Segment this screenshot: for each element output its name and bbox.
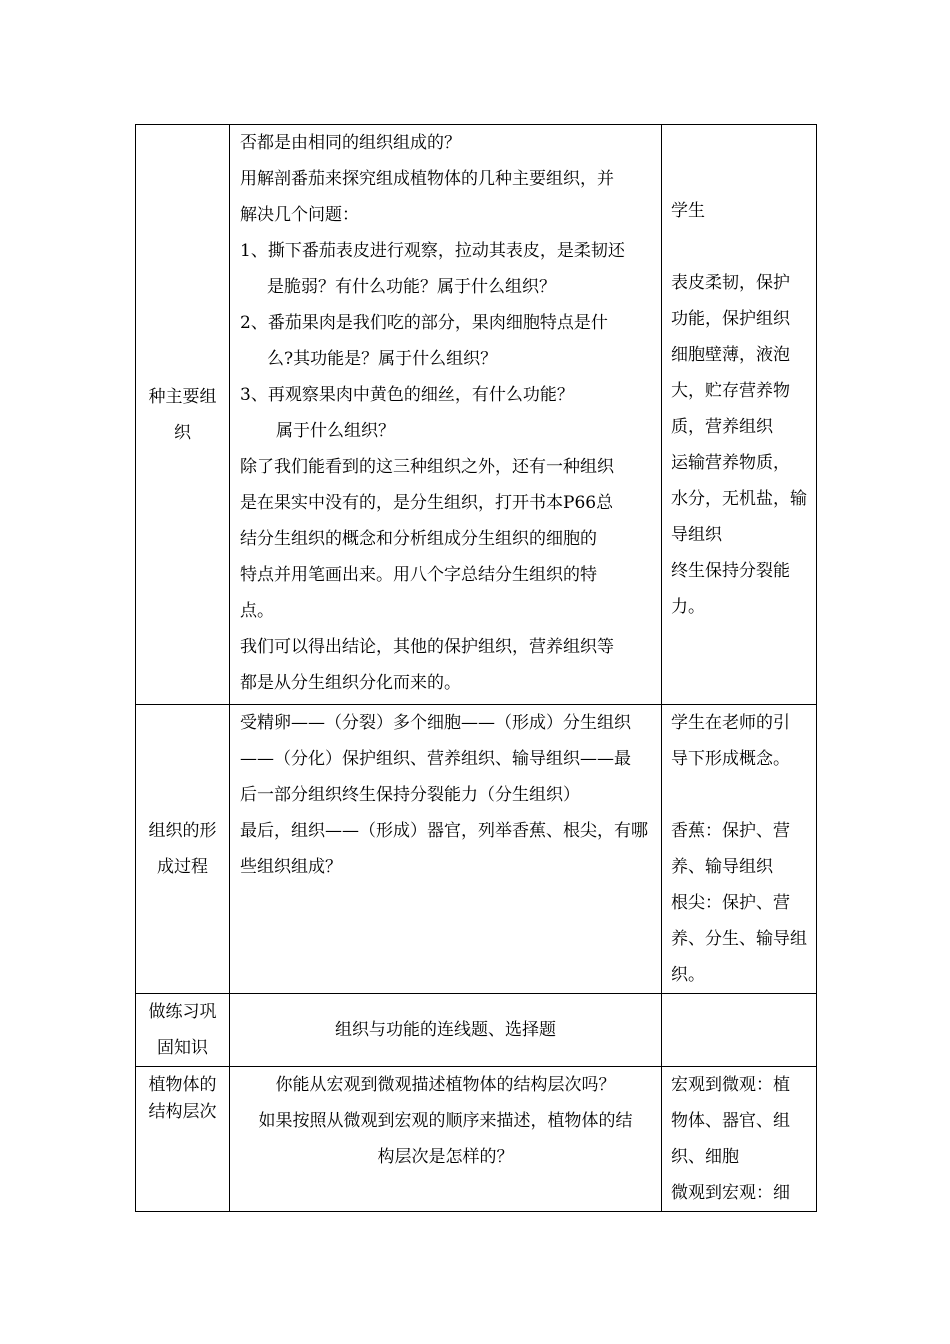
student-line: 导下形成概念。 [671,749,790,769]
content-line: 用解剖番茄来探究组成植物体的几种主要组织，并 [240,169,614,189]
row-title-cell [136,125,230,705]
student-line: 细胞壁薄，液泡 [671,345,790,365]
student-activity-cell [662,705,817,994]
row-title-cell [136,1067,230,1212]
row-title-cell [136,994,230,1067]
content-line: 我们可以得出结论，其他的保护组织，营养组织等 [240,637,614,657]
content-line: 特点并用笔画出来。用八个字总结分生组织的特 [240,565,597,585]
student-line: 功能，保护组织 [671,309,790,329]
row-title-line: 植物体的 [148,1075,217,1095]
content-line: 是脆弱？有什么功能？属于什么组织？ [267,277,556,297]
content-line: 都是从分生组织分化而来的。 [240,673,461,693]
student-line: 宏观到微观：植 [671,1075,790,1095]
content-line: 你能从宏观到微观描述植物体的结构层次吗？ [275,1075,616,1095]
student-line: 养、输导组织 [671,857,773,877]
student-line: 终生保持分裂能 [671,561,790,581]
content-line: 如果按照从微观到宏观的顺序来描述，植物体的结 [258,1111,633,1131]
student-line: 大，贮存营养物 [671,381,790,401]
student-line: 表皮柔韧，保护 [671,273,790,293]
row-title-line: 组织的形 [148,821,217,841]
content-line: 最后，组织——（形成）器官，列举香蕉、根尖，有哪 [240,821,648,841]
table-row [136,994,817,1067]
content-line: 后一部分组织终生保持分裂能力（分生组织） [240,785,580,805]
content-line: 3、再观察果肉中黄色的细丝，有什么功能？ [240,385,574,405]
content-line: 些组织组成？ [240,857,342,877]
student-line: 学生在老师的引 [671,713,790,733]
content-line: ——（分化）保护组织、营养组织、输导组织——最 [240,749,631,769]
student-line: 水分，无机盐，输 [671,489,807,509]
content-line: 点。 [240,601,274,621]
student-line: 织、细胞 [671,1147,739,1167]
spacer [671,229,816,265]
table-row [136,125,817,705]
table-row [136,1067,817,1212]
row-title-cell [136,705,230,994]
student-activity-cell [662,994,817,1067]
content-line: 是在果实中没有的，是分生组织，打开书本P66总 [240,493,614,513]
row-title-line: 织 [174,422,191,443]
lesson-plan-table [135,124,817,1212]
table-row [136,705,817,994]
spacer [671,777,816,813]
row-title-line: 成过程 [157,857,208,877]
row-title-line: 做练习巩 [148,1002,217,1022]
row-title-line: 结构层次 [148,1102,217,1122]
teaching-content-cell [230,705,662,994]
content-line: 否都是由相同的组织组成的？ [240,133,461,153]
teaching-content-cell [230,1067,662,1212]
content-line: 受精卵——（分裂）多个细胞——（形成）分生组织 [240,713,631,733]
content-line: 结分生组织的概念和分析组成分生组织的细胞的 [240,529,597,549]
content-line: 1、撕下番茄表皮进行观察，拉动其表皮，是柔韧还 [240,241,625,261]
student-line: 织。 [671,965,705,985]
content-line: 么?其功能是？属于什么组织？ [267,349,498,369]
content-line: 属于什么组织？ [276,421,395,441]
student-activity-cell [662,1067,817,1212]
student-line: 根尖：保护、营 [671,893,790,913]
content-line: 构层次是怎样的？ [377,1147,514,1167]
student-line: 物体、器官、组 [671,1111,790,1131]
student-line: 香蕉：保护、营 [671,821,790,841]
student-line: 学生 [671,201,705,221]
row-title-line: 固知识 [157,1038,208,1058]
student-line: 养、分生、输导组 [671,929,807,949]
content-line: 除了我们能看到的这三种组织之外，还有一种组织 [240,457,614,477]
teaching-content-cell [230,125,662,705]
student-line: 力。 [671,597,705,617]
content-line: 解决几个问题： [240,205,359,225]
teaching-content-cell [230,994,662,1067]
content-line: 组织与功能的连线题、选择题 [335,1020,556,1040]
row-title-line: 种主要组 [148,386,217,407]
content-line: 2、番茄果肉是我们吃的部分，果肉细胞特点是什 [240,313,608,333]
student-line: 导组织 [671,525,722,545]
student-line: 微观到宏观：细 [671,1183,790,1203]
student-line: 运输营养物质， [671,453,790,473]
student-activity-cell [662,125,817,705]
student-line: 质，营养组织 [671,417,773,437]
